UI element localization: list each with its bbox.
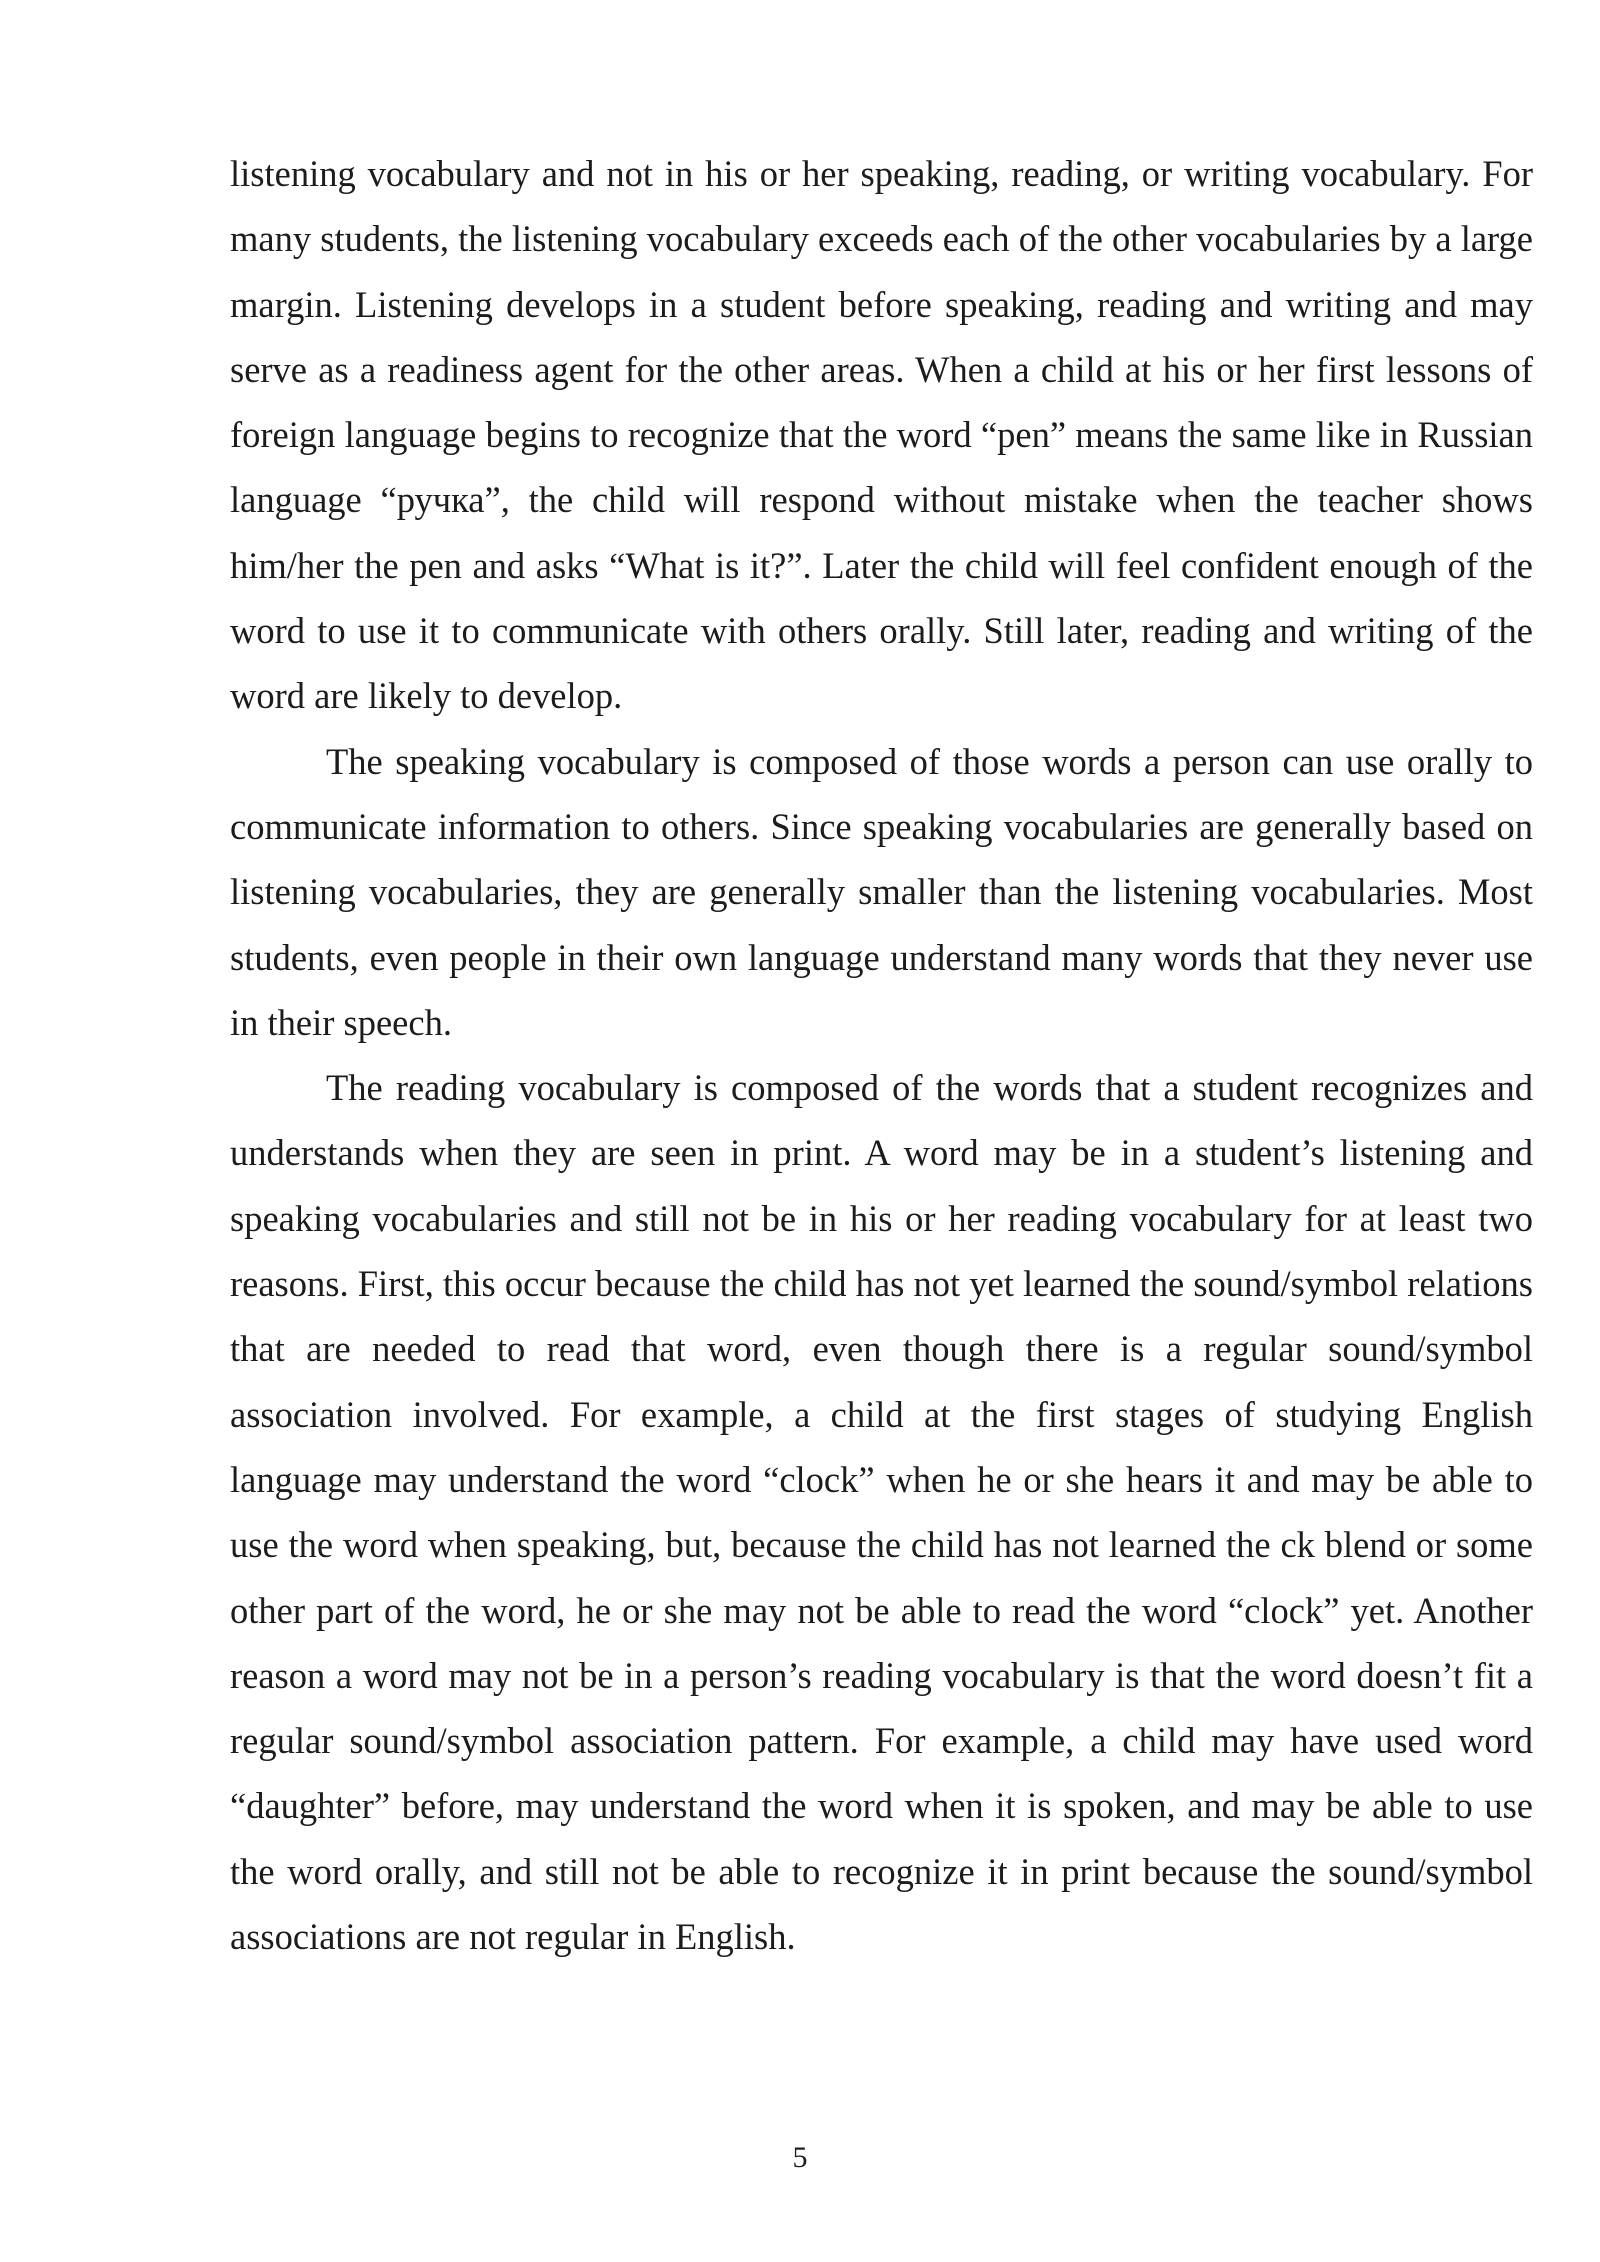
paragraph-speaking-vocabulary: The speaking vocabulary is composed of those words a person can use orally to communicate information to others. Since speaking vocabularies are generally based on listening vocabularies, they are generally smaller than the listening vocabularies. Most students, even people in their own language understand many words that they never use in their speech.: [230, 740, 1533, 1043]
page-number: 5: [792, 2141, 808, 2174]
body-text: [230, 141, 1533, 1969]
paragraph-reading-vocabulary: The reading vocabulary is composed of the words that a student recognizes and understands when they are seen in print. A word may be in a student’s listening and speaking vocabularies and still not be in his or her reading vocabulary for at least two reasons. First, this occur because the child has not yet learned the sound/symbol relations that are needed to read that word, even though there is a regular sound/symbol association involved. For example, a child at the first stages of studying English language may understand the word “clock” when he or she hears it and may be able to use the word when speaking, but, because the child has not learned the ck blend or some other part of the word, he or she may not be able to read the word “clock” yet. Another reason a word may not be in a person’s reading vocabulary is that the word doesn’t fit a regular sound/symbol association pattern. For example, a child may have used word “daughter” before, may understand the word when it is spoken, and may be able to use the word orally, and still not be able to recognize it in print because the sound/symbol associations are not regular in English.: [230, 1067, 1533, 1958]
paragraph-listening-vocabulary: listening vocabulary and not in his or her speaking, reading, or writing vocabulary. For many students, the listening vocabulary exceeds each of the other vocabularies by a large margin. Listening develops in a student before speaking, reading and writing and may serve as a readiness agent for the other areas. When a child at his or her first lessons of foreign language begins to recognize that the word “pen” means the same like in Russian language “ручка”, the child will respond without mistake when the teacher shows him/her the pen and asks “What is it?”. Later the child will feel confident enough of the word to use it to communicate with others orally. Still later, reading and writing of the word are likely to develop.: [230, 153, 1533, 717]
